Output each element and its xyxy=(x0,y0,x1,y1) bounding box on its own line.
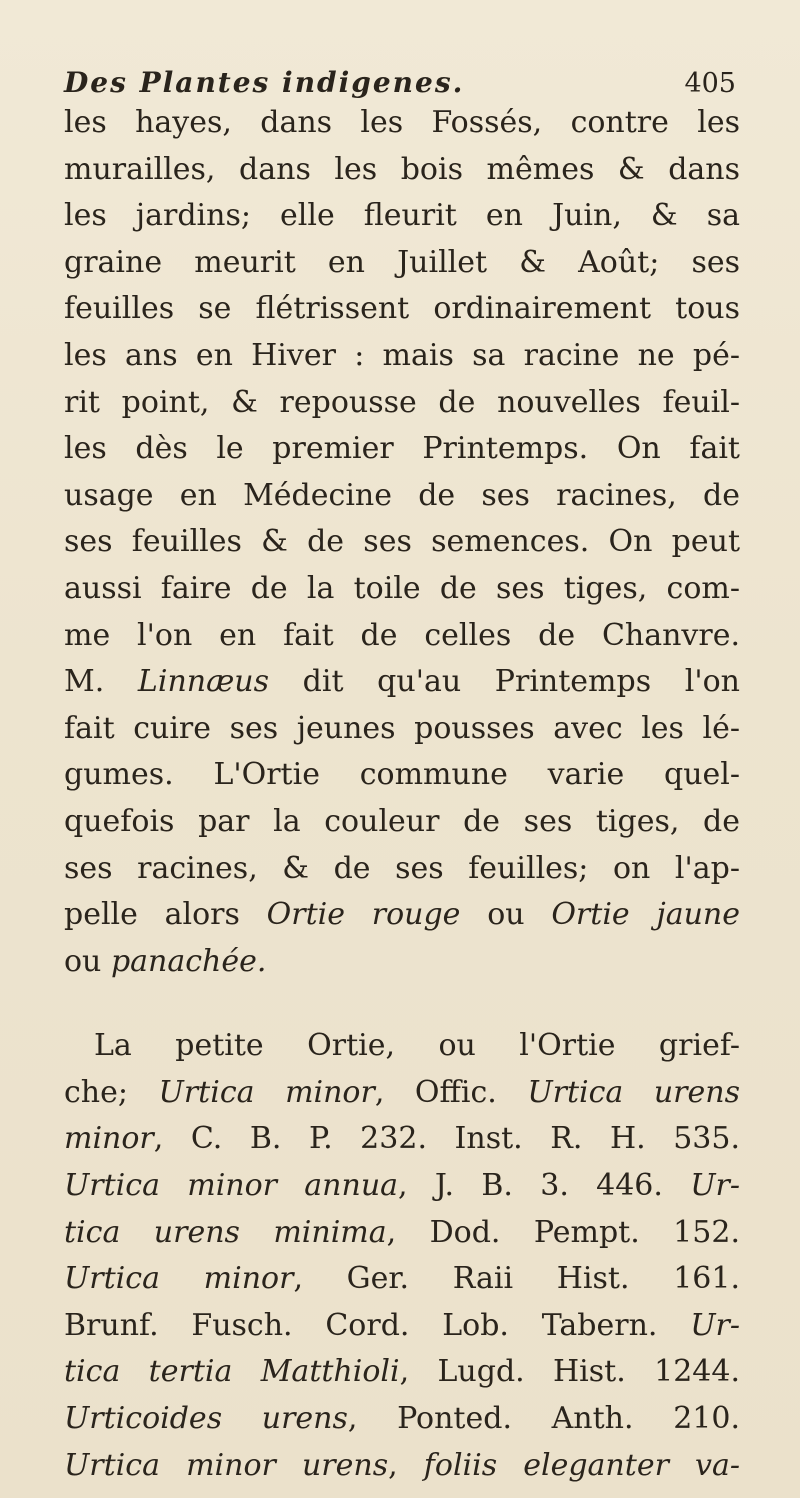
text-segment: , Offic. xyxy=(374,1074,497,1110)
text-segment: , C. B. P. 232. Inst. R. H. 535. xyxy=(153,1121,740,1157)
italic-term: Urtica minor xyxy=(158,1074,375,1110)
italic-term: tica urens minima xyxy=(64,1214,387,1250)
italic-term: Urtica urens xyxy=(527,1074,740,1110)
text-line xyxy=(64,1210,740,1257)
text-segment: , Ger. Raii Hist. 161. xyxy=(293,1261,740,1297)
text-line xyxy=(64,1256,740,1303)
text-segment: ou xyxy=(64,943,102,979)
running-title: Des Plantes indigenes. xyxy=(64,66,465,99)
text-line xyxy=(64,1443,740,1490)
text-line: rit point, & repousse de nouvelles feuil- xyxy=(64,384,740,420)
page-body xyxy=(64,100,740,1489)
page-number: 405 xyxy=(684,68,736,99)
text-segment: , J. B. 3. 446. xyxy=(398,1168,663,1204)
text-line xyxy=(64,659,740,706)
text-segment: Brunf. Fusch. Cord. Lob. Tabern. xyxy=(64,1307,658,1343)
text-line: gumes. L'Ortie commune varie quel- xyxy=(64,757,740,793)
italic-term: Urtica minor urens xyxy=(64,1447,389,1483)
text-segment: M. xyxy=(64,664,105,700)
text-line: La petite Ortie, ou l'Ortie grief- xyxy=(94,1028,740,1064)
text-line: fait cuire ses jeunes pousses avec les lé- xyxy=(64,710,740,746)
italic-term: minor xyxy=(64,1121,154,1157)
text-line: aussi faire de la toile de ses tiges, com- xyxy=(64,570,740,606)
text-line: les hayes, dans les Fossés, contre les xyxy=(64,105,740,140)
text-line xyxy=(64,1349,740,1396)
text-segment: dit qu'au Printemps l'on xyxy=(302,664,740,700)
text-line xyxy=(64,1303,740,1350)
italic-term: tica tertia Matthioli xyxy=(64,1354,400,1390)
italic-term: Urtica minor annua xyxy=(64,1168,399,1204)
text-line: usage en Médecine de ses racines, de xyxy=(64,477,740,513)
text-line: ses feuilles & de ses semences. On peut xyxy=(64,524,740,560)
text-segment: , Ponted. Anth. 210. xyxy=(347,1401,740,1437)
italic-term: Urtica minor xyxy=(64,1261,294,1297)
italic-term: Ortie rouge xyxy=(266,897,461,933)
paragraph-1 xyxy=(64,100,740,985)
italic-term: Ortie jaune xyxy=(551,897,740,933)
italic-term: Ur- xyxy=(690,1307,740,1343)
text-line xyxy=(64,939,740,986)
text-segment: , Dod. Pempt. 152. xyxy=(386,1214,740,1250)
text-segment: che; xyxy=(64,1074,128,1110)
author-name-italic: Linnæus xyxy=(137,664,269,700)
text-segment: pelle alors xyxy=(64,897,240,933)
text-line: ses racines, & de ses feuilles; on l'ap- xyxy=(64,850,740,886)
text-line: me l'on en fait de celles de Chanvre. xyxy=(64,617,740,653)
text-segment: ou xyxy=(487,897,525,933)
text-segment: , xyxy=(388,1447,398,1483)
text-line: quefois par la couleur de ses tiges, de xyxy=(64,803,740,839)
italic-term: Urticoides urens xyxy=(64,1401,348,1437)
italic-term: panachée. xyxy=(110,943,267,979)
text-line: les dès le premier Printemps. On fait xyxy=(64,431,740,467)
paragraph-2 xyxy=(64,1023,740,1489)
text-line: les ans en Hiver : mais sa racine ne pé- xyxy=(64,337,740,373)
text-line xyxy=(64,892,740,939)
text-line xyxy=(64,1070,740,1117)
text-line xyxy=(64,1163,740,1210)
text-line: feuilles se flétrissent ordinairement tous xyxy=(64,291,740,327)
text-line xyxy=(64,1116,740,1163)
text-line: murailles, dans les bois mêmes & dans xyxy=(64,151,740,187)
text-line: les jardins; elle fleurit en Juin, & sa xyxy=(64,198,740,234)
italic-term: foliis eleganter va- xyxy=(423,1447,740,1483)
text-line: graine meurit en Juillet & Août; ses xyxy=(64,244,740,280)
text-segment: , Lugd. Hist. 1244. xyxy=(399,1354,740,1390)
italic-term: Ur- xyxy=(690,1168,740,1204)
text-line xyxy=(64,1396,740,1443)
